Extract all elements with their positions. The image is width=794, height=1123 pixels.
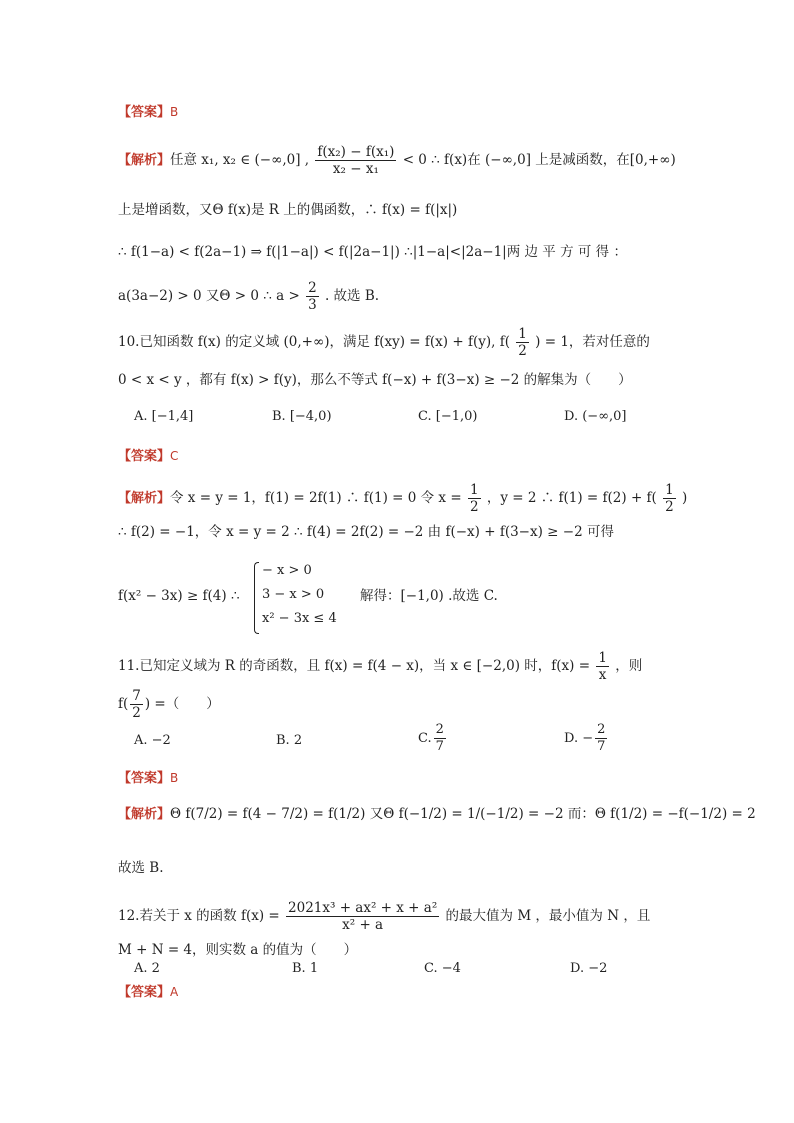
- document-page: 【答案】B 【解析】任意 x₁, x₂ ∈ (−∞,0] , $\frac{\text{f(x₂) − f(x₁)}}{\text{x₂ − x₁}}$ < 0 ∴ f(x)在 (−∞,0] 上是减函数，在[0,+∞) 上是增函数，又Θ f(x)是 R 上的偶函数，∴ f(x) = f(|x|) ∴ f(1−a) < f(2a−1) ⇒ f(|1−a|) < f(|2a−1|) ∴|1−a|<|2a−1|两 边 平 方 可 得 ： a(3a−2) > 0 又Θ > 0 ∴ a > $\frac{2}{3}$ . 故选 B. 10.已知函数 f(x) 的定义域 (0,+∞)，满足 f(xy) = f(x) + f(y), f( $\frac{1}{2}$ ) = 1，若对任意的 0 < x < y ，都有 f(x) > f(y)，那么不等式 f(−x) + f(3−x) ≥ −2 的解集为（ ） A. [−1,4] B. [−4,0) C. [−1,0) D. (−∞,0] 【答案】C 【解析】令 x = y = 1，f(1) = 2f(1) ∴ f(1) = 0 令 x = $\frac{1}{2}$ ，y = 2 ∴ f(1) = f(2) + f( $\frac{1}{2}$ ) ∴ f(2) = −1，令 x = y = 2 ∴ f(4) = 2f(2) = −2 由 f(−x) + f(3−x) ≥ −2 可得 f(x² − 3x) ≥ f(4) ∴ − x > 0 3 − x > 0 x² − 3x ≤ 4 解得：[−1,0) .故选 C. 11.已知定义域为 R 的奇函数，且 f(x) = f(4 − x)，当 x ∈ [−2,0) 时，f(x) = $\frac{1}{x}$ ，则 f( $\frac{7}{2}$ ) =（ ） A. −2 B. 2 C. $\frac{2}{7}$ D. − $\frac{2}{7}$ 【答案】B 【解析】Θ f(7/2) = f(4 − 7/2) = f(1/2) 又Θ f(−1/2) = 1/(−1/2) = −2 而：Θ f(1/2) = −f(−1/2) = 2 故选 B. 12.若关于 x 的函数 f(x) = $\frac{\text{2021x³ + ax² + x + a²}}{\text{x² + a}}$ 的最大值为 M ，最小值为 N ，且 M + N = 4，则实数 a 的值为（ ） A. 2 B. 1 C. −4 D. −2 【答案】A: [0, 0, 794, 1123]
- answer-9: [118, 102, 178, 123]
- analysis-11-line-1: 【解析】Θ f(7/2) = f(4 − 7/2) = f(1/2) 又Θ f(−1/2) = 1/(−1/2) = −2 而：Θ f(1/2) = −f(−1/2) = 2: [118, 806, 756, 822]
- option-a: A. −2: [134, 733, 171, 748]
- option-c: C. −4: [424, 961, 461, 976]
- analysis-9-line-3: ∴ f(1−a) < f(2a−1) ⇒ f(|1−a|) < f(|2a−1|) ∴|1−a|<|2a−1|两 边 平 方 可 得 ：: [118, 244, 627, 260]
- answer-11: 【答案】B: [118, 771, 179, 786]
- question-12-line-1: 12.若关于 x 的函数 f(x) = $\frac{\text{2021x³ + ax² + x + a²}}{\text{x² + a}}$ 的最大值为 M ，最小值为 N ，且: [118, 900, 651, 933]
- option-b: B. [−4,0): [272, 409, 332, 424]
- answer-10: 【答案】C: [118, 449, 179, 464]
- question-11-line-2: f( $\frac{7}{2}$ ) =（ ）: [118, 688, 220, 721]
- analysis-9-line-2: 上是增函数，又Θ f(x)是 R 上的偶函数，∴ f(x) = f(|x|): [118, 202, 458, 218]
- answer-value: B: [170, 105, 179, 119]
- analysis-10-system-lhs: f(x² − 3x) ≥ f(4) ∴: [118, 588, 240, 604]
- option-d: D. − $\frac{2}{7}$: [564, 722, 606, 754]
- option-b: B. 1: [292, 961, 319, 976]
- option-d: D. (−∞,0]: [564, 409, 627, 424]
- option-a: A. 2: [134, 961, 160, 976]
- analysis-9-line-1: 【解析】任意 x₁, x₂ ∈ (−∞,0] , $\frac{\text{f(x₂) − f(x₁)}}{\text{x₂ − x₁}}$ < 0 ∴ f(x)在 (−∞,0] 上是减函数，在[0,+∞): [118, 144, 676, 177]
- option-a: A. [−1,4]: [134, 409, 194, 424]
- option-c: C. [−1,0): [418, 409, 478, 424]
- analysis-10-system-rhs: 解得：[−1,0) .故选 C.: [360, 588, 498, 604]
- question-10-line-1: 10.已知函数 f(x) 的定义域 (0,+∞)，满足 f(xy) = f(x) + f(y), f( $\frac{1}{2}$ ) = 1，若对任意的: [118, 326, 650, 359]
- option-b: B. 2: [276, 733, 303, 748]
- analysis-9-line-4: a(3a−2) > 0 又Θ > 0 ∴ a > $\frac{2}{3}$ . 故选 B.: [118, 280, 380, 313]
- analysis-10-line-2: ∴ f(2) = −1，令 x = y = 2 ∴ f(4) = 2f(2) = −2 由 f(−x) + f(3−x) ≥ −2 可得: [118, 524, 614, 540]
- option-d: D. −2: [570, 961, 608, 976]
- analysis-tag: 【解析】: [118, 153, 171, 168]
- analysis-11-line-2: 故选 B.: [118, 860, 164, 876]
- question-12-line-2: M + N = 4，则实数 a 的值为（ ）: [118, 942, 358, 958]
- analysis-10-line-1: 【解析】令 x = y = 1，f(1) = 2f(1) ∴ f(1) = 0 令 x = $\frac{1}{2}$ ，y = 2 ∴ f(1) = f(2) + f( $\frac{1}{2}$ ): [118, 482, 688, 515]
- answer-12: 【答案】A: [118, 985, 179, 1000]
- question-10-line-2: 0 < x < y ，都有 f(x) > f(y)，那么不等式 f(−x) + f(3−x) ≥ −2 的解集为（ ）: [118, 372, 632, 388]
- answer-tag: 【答案】: [118, 105, 171, 120]
- fraction: $\frac{\text{f(x₂) − f(x₁)}}{\text{x₂ − x₁}}$: [317, 144, 395, 177]
- brace: [254, 562, 259, 634]
- question-11-line-1: 11.已知定义域为 R 的奇函数，且 f(x) = f(4 − x)，当 x ∈ [−2,0) 时，f(x) = $\frac{1}{x}$ ，则: [118, 650, 643, 683]
- option-c: C. $\frac{2}{7}$: [418, 722, 444, 754]
